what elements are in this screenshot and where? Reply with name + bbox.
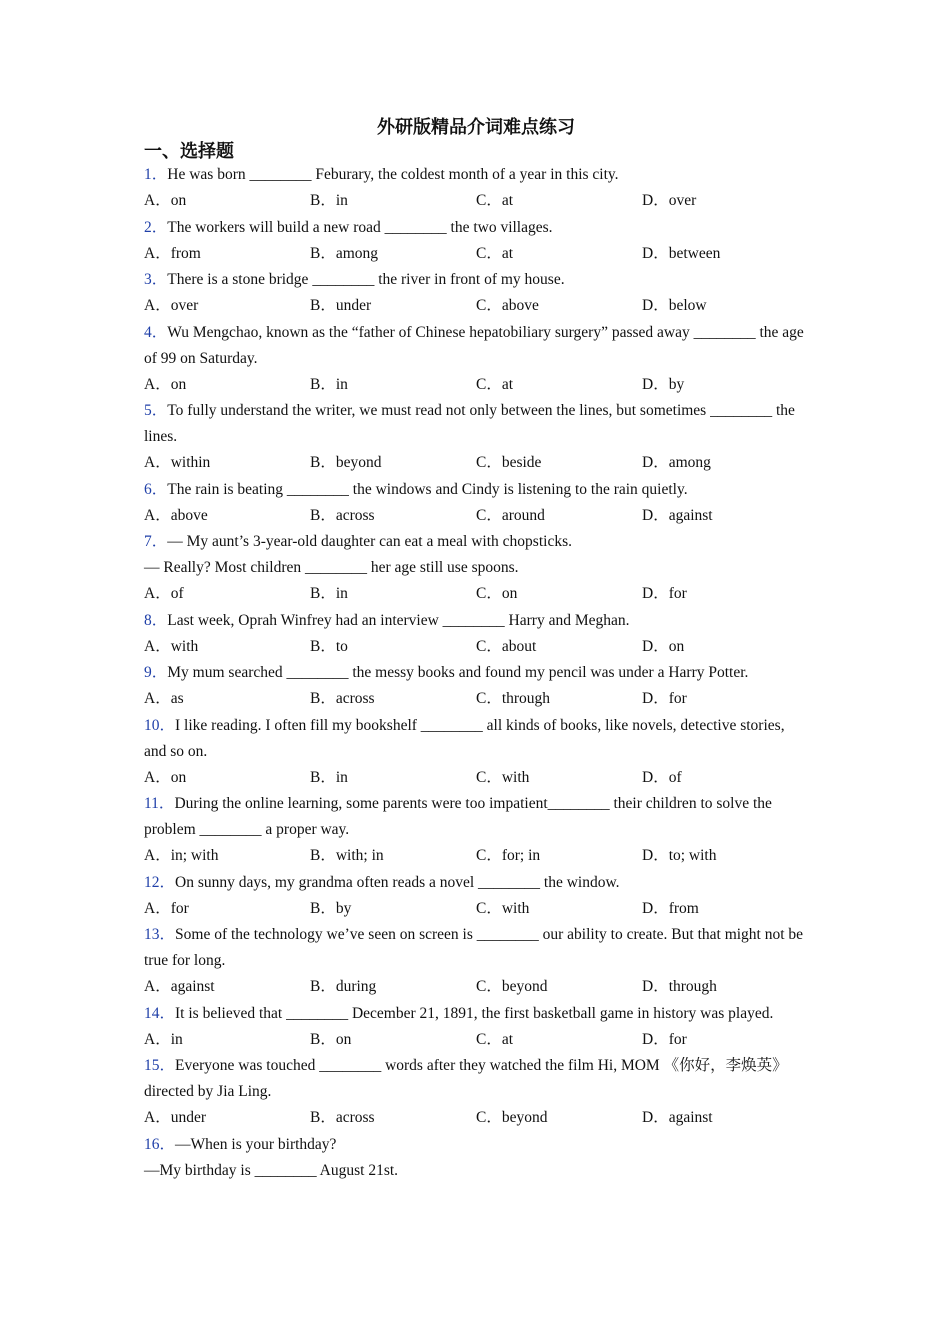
question-stem [144,713,808,765]
question-stem [144,267,808,293]
option-b[interactable]: B．across [310,506,375,524]
option-c[interactable]: C．at [476,1030,514,1048]
option-a[interactable]: A．above [144,506,208,524]
question-text: The rain is beating ________ the windows and Cindy is listening to the rain quietly. [167,480,688,498]
option-row [144,765,808,792]
question-stem [144,1053,808,1105]
option-c[interactable]: C．with [476,768,530,786]
option-a[interactable]: A．of [144,585,184,602]
option-c[interactable]: C．for; in [476,847,541,864]
question-number: 3． [144,271,168,288]
option-b[interactable]: B．in [310,375,348,393]
question-text: Everyone was touched ________ words after they watched the film Hi, MOM 《你好，李焕英》directed by Jia Ling. [144,1057,788,1100]
option-a[interactable]: A．under [144,1109,206,1126]
question-5 [144,398,808,477]
question-text: There is a stone bridge ________ the river in front of my house. [167,271,565,288]
option-row [144,634,808,661]
question-text: Some of the technology we’ve seen on screen is ________ our ability to create. But that might not be true for long. [144,926,804,969]
question-stem [144,555,808,581]
option-d[interactable]: D．for [642,690,687,707]
option-a[interactable]: A．in [144,1030,183,1048]
option-d[interactable]: D．by [642,375,685,393]
option-d[interactable]: D．of [642,768,682,786]
option-b[interactable]: B．with; in [310,847,384,864]
question-number: 5． [144,402,168,419]
question-9 [144,660,808,713]
question-number: 6． [144,480,168,498]
option-b[interactable]: B．in [310,192,348,209]
option-a[interactable]: A．from [144,244,201,262]
option-row [144,974,808,1001]
option-d[interactable]: D．below [642,297,707,314]
question-stem [144,1132,808,1158]
option-row [144,450,808,477]
option-a[interactable]: A．on [144,768,187,786]
option-c[interactable]: C．beyond [476,978,548,995]
question-number: 2． [144,218,168,236]
question-12 [144,870,808,923]
option-row [144,686,808,713]
option-c[interactable]: C．about [476,637,537,655]
option-a[interactable]: A．within [144,454,211,471]
option-c[interactable]: C．above [476,297,539,314]
question-stem [144,660,808,686]
option-b[interactable]: B．on [310,1030,352,1048]
option-row [144,1105,808,1132]
question-number: 14． [144,1004,176,1022]
option-a[interactable]: A．in; with [144,847,219,864]
option-a[interactable]: A．with [144,637,199,655]
option-b[interactable]: B．under [310,297,372,314]
question-text: It is believed that ________ December 21, 1891, the first basketball game in history was played. [175,1004,774,1022]
question-text: — Really? Most children ________ her age still use spoons. [144,559,519,576]
option-b[interactable]: B．by [310,899,352,917]
question-list [144,162,808,1184]
option-c[interactable]: C．at [476,244,514,262]
document-page [144,114,808,1184]
question-text: Wu Mengchao, known as the “father of Chinese hepatobiliary surgery” passed away ________ the age of 99 on Saturday. [144,323,804,367]
question-stem [144,398,808,450]
option-row [144,372,808,399]
option-c[interactable]: C．beside [476,454,542,471]
question-number: 9． [144,664,168,681]
question-number: 15． [144,1057,176,1074]
option-row [144,293,808,320]
option-d[interactable]: D．through [642,978,717,995]
option-d[interactable]: D．for [642,1030,687,1048]
option-row [144,581,808,608]
question-number: 12． [144,873,176,891]
option-a[interactable]: A．on [144,192,187,209]
option-d[interactable]: D．for [642,585,687,602]
question-text: The workers will build a new road ________ the two villages. [167,218,553,236]
page-title: 外研版精品介词难点练习 [377,117,575,137]
option-b[interactable]: B．beyond [310,454,382,471]
option-c[interactable]: C．at [476,375,514,393]
option-d[interactable]: D．between [642,244,721,262]
question-11 [144,791,808,870]
option-b[interactable]: B．during [310,978,377,995]
option-d[interactable]: D．among [642,454,711,471]
question-text: — My aunt’s 3-year-old daughter can eat a meal with chopsticks. [167,533,572,550]
question-10 [144,713,808,792]
question-13 [144,922,808,1001]
question-stem [144,477,808,503]
question-3 [144,267,808,320]
question-text: I like reading. I often fill my bookshelf ________ all kinds of books, like novels, detective stories, and so on. [144,716,785,760]
question-8 [144,608,808,661]
question-stem [144,529,808,555]
section-heading: 一、选择题 [144,141,234,161]
option-row [144,843,808,870]
question-1 [144,162,808,215]
option-d[interactable]: D．on [642,637,685,655]
question-text: To fully understand the writer, we must read not only between the lines, but sometimes ________ the lines. [144,402,795,445]
question-text: Last week, Oprah Winfrey had an interview ________ Harry and Meghan. [167,611,630,629]
option-a[interactable]: A．on [144,375,187,393]
option-d[interactable]: D．from [642,899,699,917]
question-stem [144,320,808,372]
question-text: My mum searched ________ the messy books and found my pencil was under a Harry Potter. [167,664,749,681]
option-b[interactable]: B．among [310,244,379,262]
option-row [144,188,808,215]
option-b[interactable]: B．in [310,585,348,602]
question-15 [144,1053,808,1132]
option-d[interactable]: D．over [642,192,697,209]
question-2 [144,215,808,268]
question-stem [144,1158,808,1184]
option-c[interactable]: C．through [476,690,551,707]
question-number: 8． [144,611,168,629]
option-a[interactable]: A．as [144,690,184,707]
option-row [144,241,808,268]
question-number: 13． [144,926,176,943]
option-c[interactable]: C．on [476,585,518,602]
option-row [144,503,808,530]
option-row [144,896,808,923]
question-number: 11． [144,795,175,812]
option-c[interactable]: C．at [476,192,514,209]
question-number: 1． [144,166,168,183]
option-c[interactable]: C．around [476,506,545,524]
question-number: 10． [144,716,176,734]
option-row [144,1027,808,1054]
option-c[interactable]: C．beyond [476,1109,548,1126]
question-text: During the online learning, some parents were too impatient________ their children to solve the problem ________ a proper way. [144,795,772,838]
question-stem [144,215,808,241]
question-16 [144,1132,808,1184]
option-a[interactable]: A．against [144,978,215,995]
option-d[interactable]: D．to; with [642,847,717,864]
question-text: —When is your birthday? [175,1135,337,1153]
question-4 [144,320,808,399]
option-b[interactable]: B．across [310,1109,375,1126]
option-d[interactable]: D．against [642,506,713,524]
question-text: —My birthday is ________ August 21st. [144,1161,399,1179]
question-stem [144,1001,808,1027]
question-number: 4． [144,323,168,341]
question-stem [144,791,808,843]
option-b[interactable]: B．across [310,690,375,707]
option-a[interactable]: A．for [144,899,189,917]
option-b[interactable]: B．in [310,768,348,786]
question-14 [144,1001,808,1054]
question-6 [144,477,808,530]
question-stem [144,922,808,974]
question-number: 7． [144,533,168,550]
option-d[interactable]: D．against [642,1109,713,1126]
question-7 [144,529,808,608]
question-stem [144,608,808,634]
option-c[interactable]: C．with [476,899,530,917]
question-text: He was born ________ Feburary, the coldest month of a year in this city. [167,166,619,183]
question-text: On sunny days, my grandma often reads a novel ________ the window. [175,873,620,891]
question-number: 16． [144,1135,176,1153]
question-stem [144,162,808,188]
question-stem [144,870,808,896]
option-b[interactable]: B．to [310,637,348,655]
option-a[interactable]: A．over [144,297,199,314]
